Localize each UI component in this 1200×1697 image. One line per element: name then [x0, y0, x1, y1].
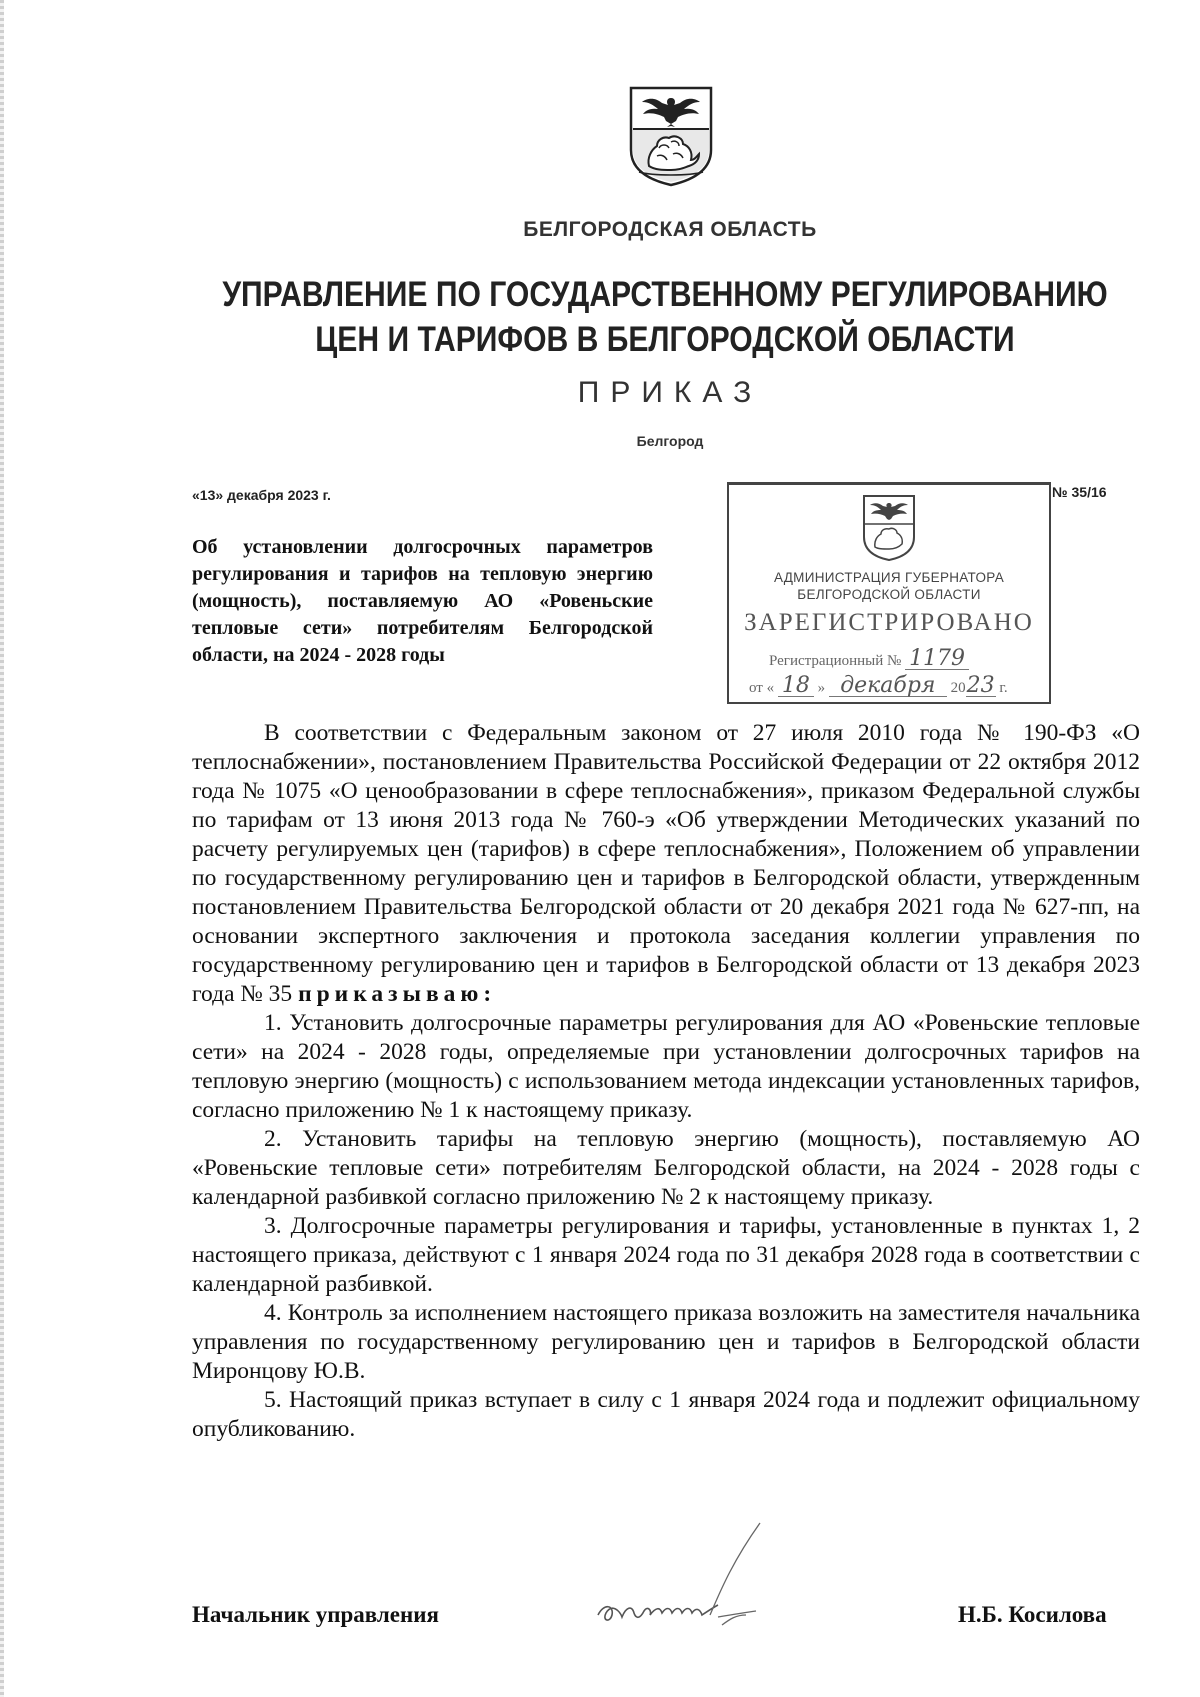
order-item: 4. Контроль за исполнением настоящего приказа возложить на заместителя начальника управления по государственному регулированию цен и тарифов в Белгородской области Миронцову Ю.В.: [192, 1300, 1140, 1384]
stamp-date-row: [749, 673, 1008, 698]
city-name: Белгород: [636, 433, 704, 449]
preamble-paragraph: [192, 719, 1140, 1009]
stamp-admin-line-1: АДМИНИСТРАЦИЯ ГУБЕРНАТОРА: [773, 570, 1005, 585]
signatory-title: Начальник управления: [192, 1602, 439, 1627]
stamp-administration: [729, 569, 1049, 603]
registration-stamp: [727, 482, 1051, 704]
order-subject: Об установлении долгосрочных параметров регулирования и тарифов на тепловую энергию (мощность), поставляемую АО «Ровеньские тепловые сети» потребителям Белгородской области, на 2024 - 2028 годы: [192, 536, 653, 666]
agency-name-line-1: УПРАВЛЕНИЕ ПО ГОСУДАРСТВЕННОМУ РЕГУЛИРОВАНИЮ: [222, 275, 1108, 314]
stamp-emblem-icon: [861, 493, 917, 563]
order-date: «13» декабря 2023 г.: [192, 487, 331, 503]
stamp-day-close: »: [817, 680, 826, 696]
stamp-registration-number: 1179: [905, 649, 969, 670]
stamp-registration-row: [769, 646, 969, 671]
scan-edge: [0, 0, 4, 1697]
order-number: № 35/16: [1052, 484, 1107, 500]
preamble-text: В соответствии с Федеральным законом от 27 июля 2010 года № 190-ФЗ «О теплоснабжении», постановлением Правительства Российской Федерации от 22 октября 2012 года № 1075 «О ценообразовании в сфере теплоснабжения», приказом Федеральной службы по тарифам от 13 июня 2013 года № 760-э «Об утверждении Методических указаний по расчету регулируемых цен (тарифов) в сфере теплоснабжения», Положением об управлении по государственному регулированию цен и тарифов в Белгородской области, утвержденным постановлением Правительства Белгородской области от 20 декабря 2021 года № 627-пп, на основании экспертного заключения и протокола заседания коллегии управления по государственному регулированию цен и тарифов в Белгородской области от 13 декабря 2023 года № 35: [192, 720, 1140, 1007]
agency-name-line-2: ЦЕН И ТАРИФОВ В БЕЛГОРОДСКОЙ ОБЛАСТИ: [315, 320, 1015, 359]
order-item: 1. Установить долгосрочные параметры регулирования для АО «Ровеньские тепловые сети» на 2024 - 2028 годы, определяемые при установлении долгосрочных тарифов на тепловую энергию (мощность) с использованием метода индексации установленных тарифов, согласно приложению № 1 к настоящему приказу.: [192, 1010, 1140, 1123]
stamp-day: 18: [778, 676, 814, 697]
signatory-name: Н.Б. Косилова: [958, 1602, 1107, 1627]
stamp-admin-line-2: БЕЛГОРОДСКОЙ ОБЛАСТИ: [797, 587, 981, 602]
stamp-year-prefix: 20: [950, 680, 966, 696]
agency-name: [222, 272, 1108, 362]
coat-of-arms-icon: [627, 84, 715, 188]
handwritten-signature-icon: [590, 1515, 800, 1655]
stamp-registration-label: Регистрационный №: [769, 653, 902, 669]
order-body: [192, 719, 1140, 1444]
stamp-registered-label: ЗАРЕГИСТРИРОВАНО: [744, 609, 1034, 636]
order-word: приказываю:: [298, 981, 497, 1007]
stamp-year-unit: г.: [999, 680, 1008, 696]
region-name: БЕЛГОРОДСКАЯ ОБЛАСТЬ: [523, 218, 817, 241]
stamp-month: декабря: [829, 676, 947, 697]
stamp-year-suffix: 23: [966, 673, 995, 698]
order-item: 3. Долгосрочные параметры регулирования и тарифы, установленные в пунктах 1, 2 настоящего приказа, действуют с 1 января 2024 года по 31 декабря 2028 года в соответствии с календарной разбивкой.: [192, 1213, 1140, 1297]
stamp-from-label: от «: [749, 680, 775, 696]
document-type: ПРИКАЗ: [577, 376, 763, 409]
order-item: 5. Настоящий приказ вступает в силу с 1 января 2024 года и подлежит официальному опубликованию.: [192, 1387, 1140, 1442]
order-item: 2. Установить тарифы на тепловую энергию (мощность), поставляемую АО «Ровеньские тепловые сети» потребителям Белгородской области, на 2024 - 2028 годы с календарной разбивкой согласно приложению № 2 к настоящему приказу.: [192, 1126, 1140, 1210]
